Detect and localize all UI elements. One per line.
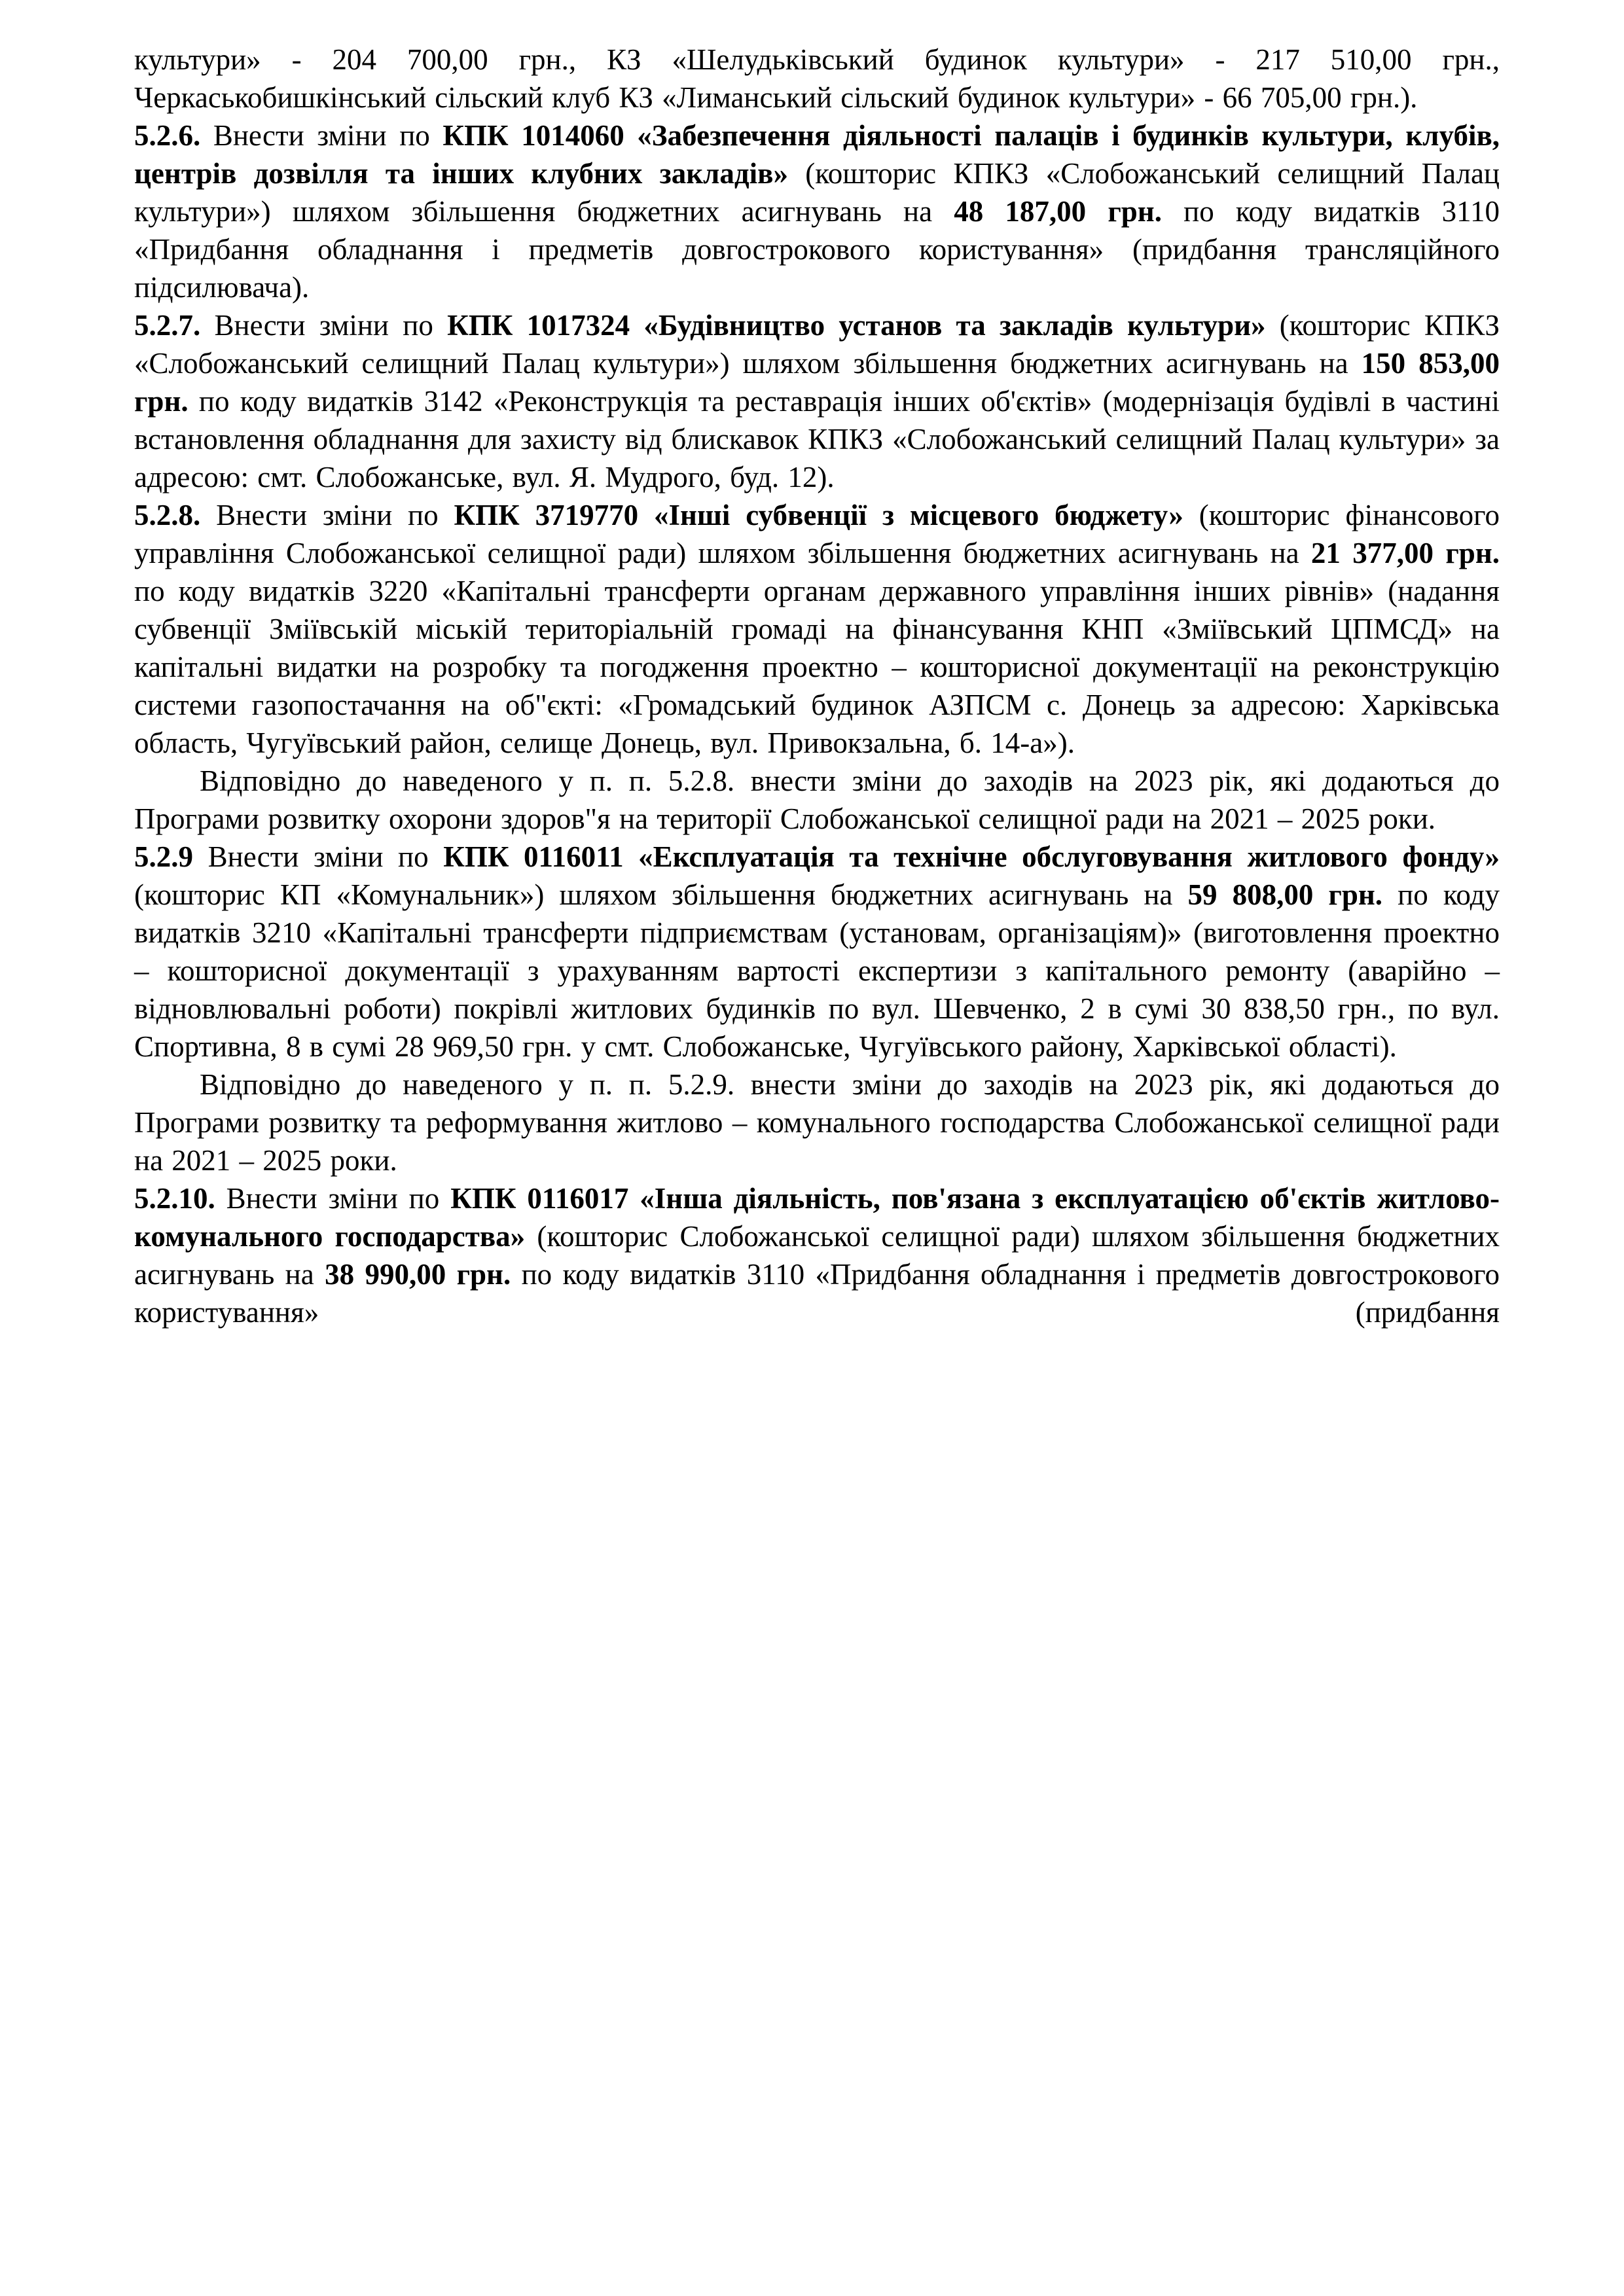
text-run: Відповідно до наведеного у п. п. 5.2.9. внести зміни до заходів на 2023 рік, які додаються до Програми розвитку та реформування житлово – комунального господарства Слобожанської селищної ради на 2021 – 2025 роки. xyxy=(134,1068,1500,1177)
paragraph xyxy=(134,838,1500,1066)
paragraph xyxy=(134,41,1500,117)
text-run: Внести зміни по xyxy=(215,1182,451,1215)
bold-text: КПК 1017324 «Будівництво установ та закладів культури» xyxy=(447,309,1266,342)
text-run: (кошторис КПКЗ «Слобожанський селищний Палац культури») шляхом збільшення бюджетних асигнувань на xyxy=(134,309,1500,380)
text-run: (кошторис фінансового управління Слобожанської селищної ради) шляхом збільшення бюджетних асигнувань на xyxy=(134,499,1500,569)
paragraph xyxy=(134,306,1500,496)
bold-text: 150 853,00 грн. xyxy=(134,347,1500,418)
text-run: культури» - 204 700,00 грн., КЗ «Шелудьківський будинок культури» - 217 510,00 грн., Черкаськобишкінський сільский клуб КЗ «Лиманський сільский будинок культури» - 66 705,00 грн.). xyxy=(134,43,1500,114)
text-run: Внести зміни по xyxy=(200,119,443,152)
text-run: Внести зміни по xyxy=(200,499,454,531)
bold-text: КПК 0116017 «Інша діяльність, пов'язана з експлуатацією об'єктів житлово-комунального господарства» xyxy=(134,1182,1500,1253)
text-run: по коду видатків 3220 «Капітальні трансферти органам державного управління інших рівнів» (надання субвенції Зміївській міській територіальній громаді на фінансування КНП «Зміївський ЦПМСД» на капітальні видатки на розробку та погодження проектно – кошторисної документації на реконструкцію системи газопостачання на об"єкті: «Громадський будинок АЗПСМ с. Донець за адресою: Харківська область, Чугуївський район, селище Донець, вул. Привокзальна, б. 14-а»). xyxy=(134,575,1500,759)
paragraph xyxy=(134,496,1500,762)
text-run: по коду видатків 3110 «Придбання обладнання і предметів довгострокового користування» (придбання трансляційного підсилювача). xyxy=(134,195,1500,304)
paragraph xyxy=(134,762,1500,838)
bold-text: КПК 1014060 «Забезпечення діяльності палаців і будинків культури, клубів, центрів дозвілля та інших клубних закладів» xyxy=(134,119,1500,190)
text-run: Внести зміни по xyxy=(193,840,444,873)
bold-text: КПК 3719770 «Інші субвенції з місцевого бюджету» xyxy=(454,499,1183,531)
bold-text: 21 377,00 грн. xyxy=(1310,537,1500,569)
bold-text: 59 808,00 грн. xyxy=(1187,878,1383,911)
bold-text: 5.2.8. xyxy=(134,499,201,531)
text-run: Внести зміни по xyxy=(200,309,448,342)
text-run: (кошторис Слобожанської селищної ради) шляхом збільшення бюджетних асигнувань на xyxy=(134,1220,1500,1291)
text-run: Відповідно до наведеного у п. п. 5.2.8. внести зміни до заходів на 2023 рік, які додаються до Програми розвитку охорони здоров"я на території Слобожанської селищної ради на 2021 – 2025 роки. xyxy=(134,764,1500,835)
bold-text: 38 990,00 грн. xyxy=(325,1258,511,1291)
document-body xyxy=(134,41,1500,1331)
paragraph xyxy=(134,1179,1500,1331)
paragraph xyxy=(134,117,1500,306)
bold-text: 5.2.9 xyxy=(134,840,193,873)
bold-text: 48 187,00 грн. xyxy=(954,195,1162,228)
text-run: (кошторис КП «Комунальник») шляхом збільшення бюджетних асигнувань на xyxy=(134,878,1188,911)
bold-text: 5.2.7. xyxy=(134,309,201,342)
bold-text: 5.2.10. xyxy=(134,1182,215,1215)
text-run: по коду видатків 3110 «Придбання обладнання і предметів довгострокового користування» (придбання xyxy=(134,1258,1500,1329)
text-run: по коду видатків 3142 «Реконструкція та реставрація інших об'єктів» (модернізація будівлі в частині встановлення обладнання для захисту від блискавок КПКЗ «Слобожанський селищний Палац культури» за адресою: смт. Слобожанське, вул. Я. Мудрого, буд. 12). xyxy=(134,385,1500,493)
bold-text: 5.2.6. xyxy=(134,119,201,152)
text-run: (кошторис КПКЗ «Слобожанський селищний Палац культури») шляхом збільшення бюджетних асигнувань на xyxy=(134,157,1500,228)
bold-text: КПК 0116011 «Експлуатація та технічне обслуговування житлового фонду» xyxy=(443,840,1500,873)
paragraph xyxy=(134,1066,1500,1179)
text-run: по коду видатків 3210 «Капітальні трансферти підприємствам (установам, організаціям)» (виготовлення проектно – кошторисної документації з урахуванням вартості експертизи з капітального ремонту (аварійно – відновлювальні роботи) покрівлі житлових будинків по вул. Шевченко, 2 в сумі 30 838,50 грн., по вул. Спортивна, 8 в сумі 28 969,50 грн. у смт. Слобожанське, Чугуївського району, Харківської області). xyxy=(134,878,1500,1063)
